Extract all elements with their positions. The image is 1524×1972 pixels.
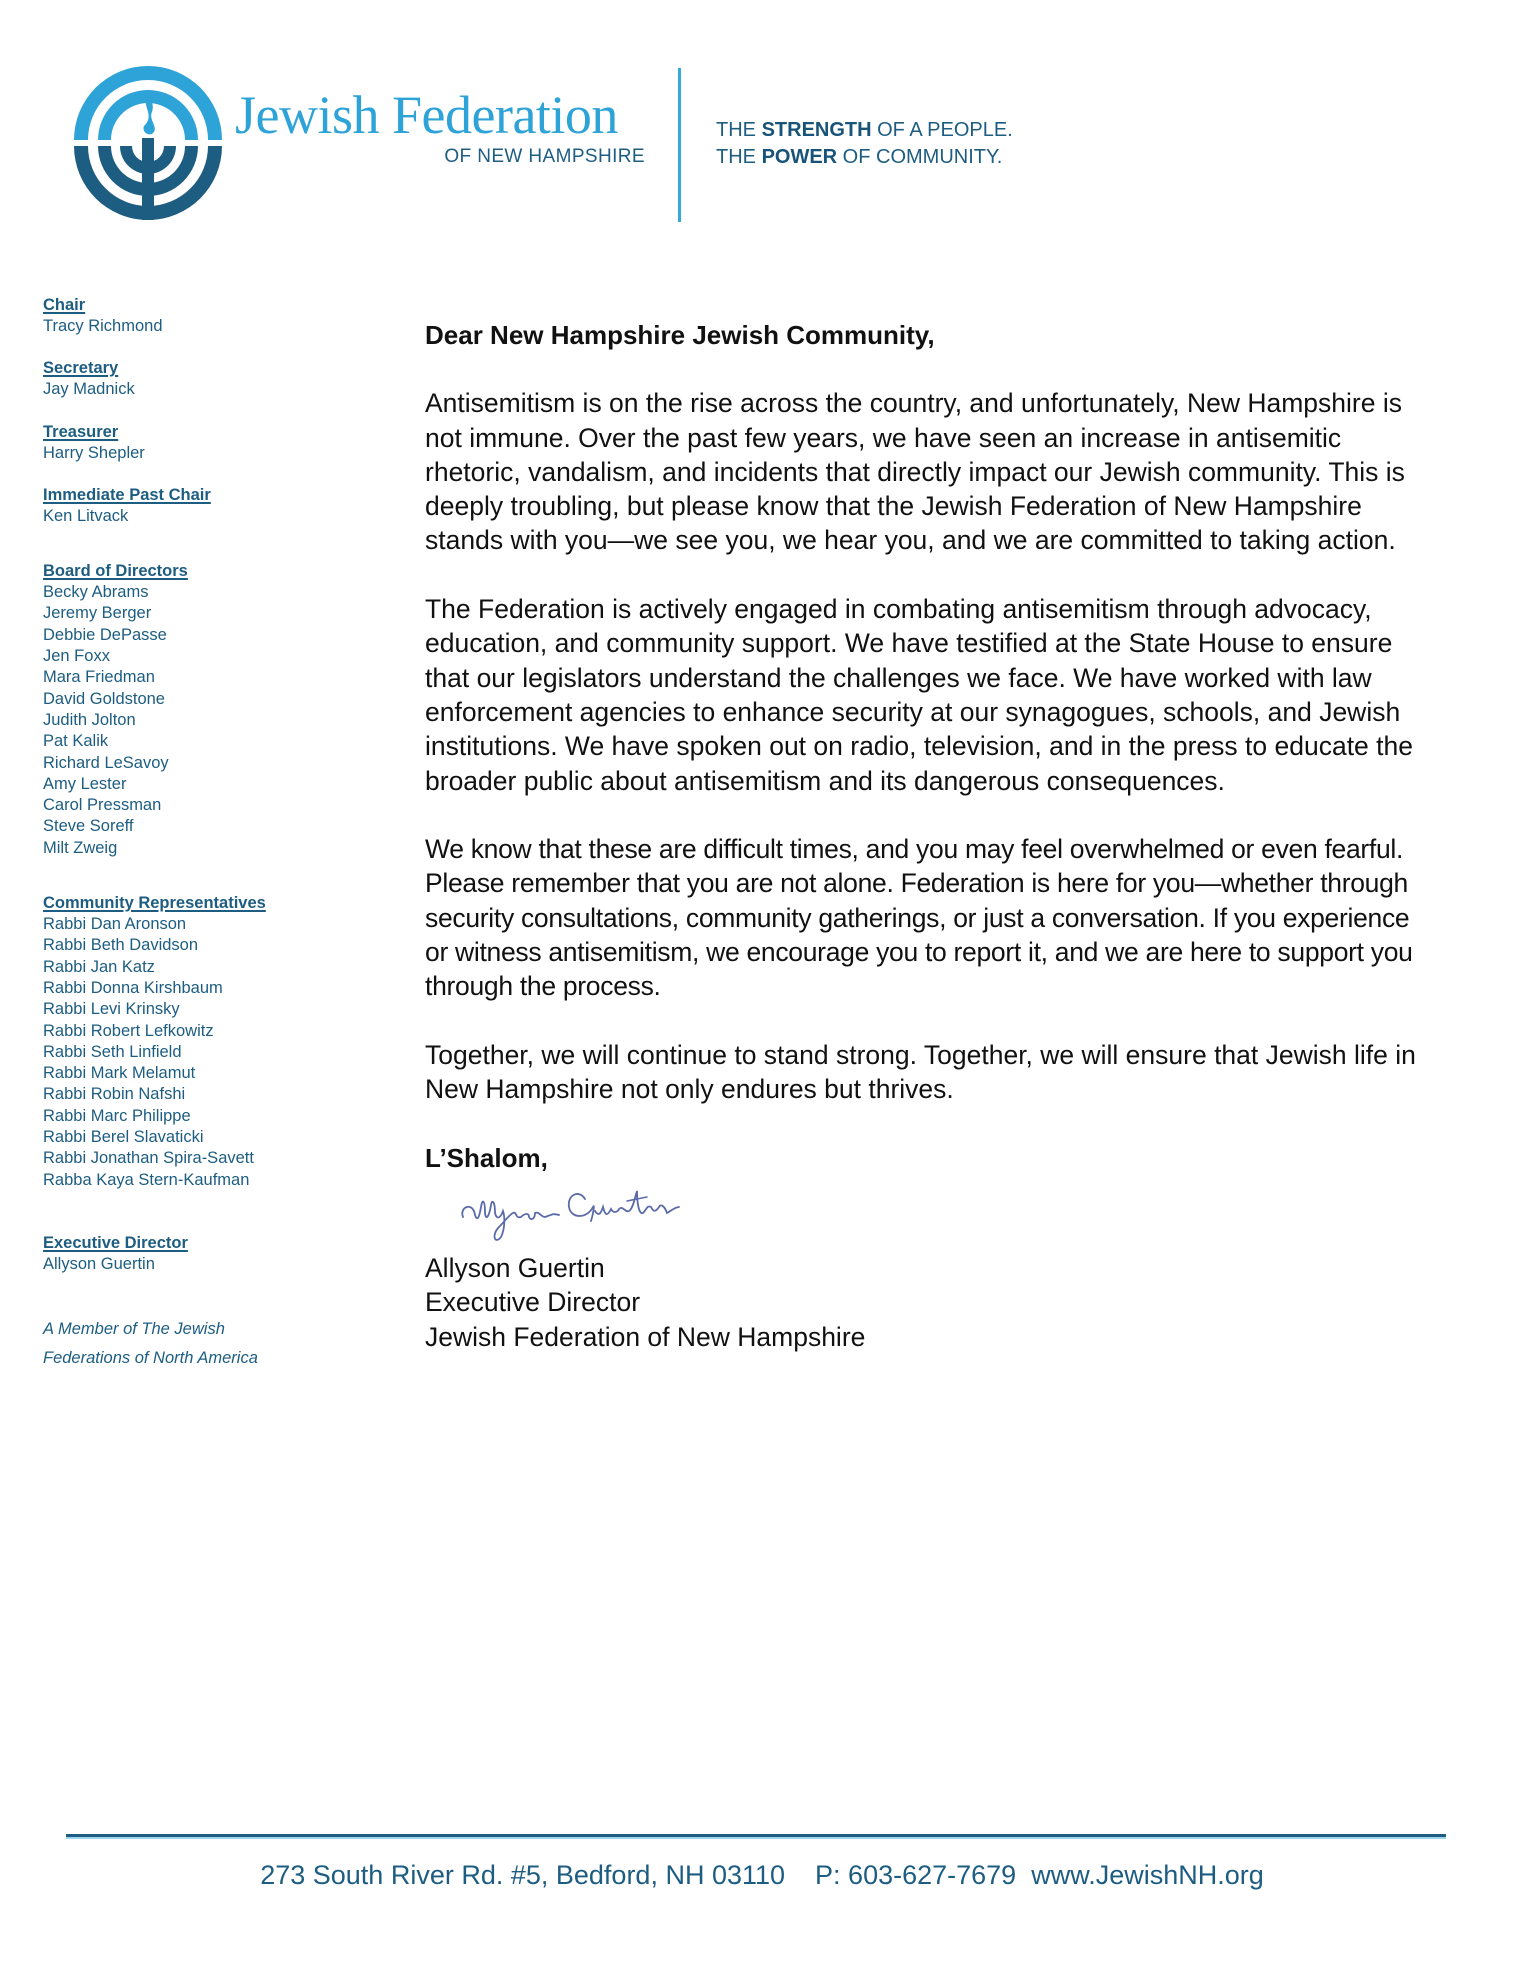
footer-divider-accent	[66, 1837, 1446, 1839]
footer-contact	[0, 1860, 1524, 1891]
member-name: Rabbi Jonathan Spira-Savett	[43, 1149, 254, 1168]
leadership-sidebar	[43, 295, 333, 1373]
membership-line-2: Federations of North America	[43, 1349, 258, 1368]
officer-title: Treasurer	[43, 422, 119, 441]
member-name: Rabba Kaya Stern-Kaufman	[43, 1170, 250, 1189]
officer-name: Jay Madnick	[43, 380, 135, 399]
member-name: Rabbi Donna Kirshbaum	[43, 978, 223, 997]
menorah-flame-logo-icon	[68, 64, 228, 224]
officer-treasurer	[43, 422, 333, 464]
letter-body	[425, 318, 1425, 1354]
officer-name: Tracy Richmond	[43, 317, 163, 335]
membership-line-1: A Member of The Jewish	[43, 1320, 225, 1339]
tagline-emphasis: POWER	[761, 146, 838, 168]
executive-director	[43, 1233, 333, 1275]
closing: L’Shalom,	[425, 1142, 548, 1173]
officer-immediate-past-chair	[43, 485, 333, 527]
officer-title: Chair	[43, 296, 86, 314]
signer-title: Executive Director	[425, 1287, 641, 1318]
member-name: Pat Kalik	[43, 732, 109, 751]
member-name: Rabbi Jan Katz	[43, 957, 155, 976]
tagline-text: OF COMMUNITY.	[837, 146, 1003, 168]
member-name: Debbie DePasse	[43, 625, 167, 644]
tagline-emphasis: STRENGTH	[761, 119, 872, 141]
member-name: Mara Friedman	[43, 668, 155, 687]
tagline-text: THE	[716, 146, 762, 168]
member-name: Rabbi Mark Melamut	[43, 1064, 196, 1083]
board-member-list	[43, 582, 333, 859]
member-name: Rabbi Berel Slavaticki	[43, 1128, 204, 1147]
paragraph-4: Together, we will continue to stand strong. Together, we will ensure that Jewish life in New Hampshire not only endures but thrives.	[425, 1039, 1416, 1105]
membership-note	[43, 1315, 333, 1373]
tagline-text: THE	[716, 119, 762, 141]
officer-name: Harry Shepler	[43, 443, 145, 462]
community-member-list	[43, 914, 333, 1191]
tagline-line-1	[716, 117, 1013, 144]
member-name: Rabbi Beth Davidson	[43, 936, 199, 955]
member-name: Carol Pressman	[43, 796, 162, 815]
member-name: Amy Lester	[43, 774, 127, 793]
handwritten-signature-icon	[455, 1177, 725, 1245]
officer-secretary	[43, 358, 333, 400]
paragraph-1: Antisemitism is on the rise across the country, and unfortunately, New Hampshire is not immune. Over the past few years, we have seen an increase in antisemitic rhetoric, vandalism, and incidents that directly impact our Jewish community. This is deeply troubling, but please know that the Jewish Federation of New Hampshire stands with you—we see you, we hear you, and we are committed to taking action.	[425, 388, 1405, 556]
community-representatives	[43, 893, 333, 1191]
footer-phone: P: 603-627-7679	[815, 1860, 1017, 1890]
board-heading: Board of Directors	[43, 562, 188, 581]
member-name: Jen Foxx	[43, 647, 110, 666]
brand-subtitle: OF NEW HAMPSHIRE	[444, 146, 645, 167]
member-name: Rabbi Robin Nafshi	[43, 1085, 186, 1104]
member-name: Rabbi Levi Krinsky	[43, 1000, 180, 1019]
member-name: Rabbi Seth Linfield	[43, 1042, 182, 1061]
member-name: Steve Soreff	[43, 817, 134, 836]
board-of-directors	[43, 561, 333, 859]
officer-name: Ken Litvack	[43, 506, 129, 525]
tagline-line-2	[716, 144, 1013, 171]
footer-address: 273 South River Rd. #5, Bedford, NH 03110	[260, 1860, 786, 1890]
member-name: Judith Jolton	[43, 710, 136, 729]
tagline	[716, 117, 1013, 171]
paragraph-3: We know that these are difficult times, and you may feel overwhelmed or even fearful. Please remember that you are not alone. Federation is here for you—whether through security consultations, community gatherings, or just a conversation. If you experience or witness antisemitism, we encourage you to report it, and we are here to support you through the process.	[425, 834, 1413, 1002]
officer-chair	[43, 295, 333, 337]
officer-title: Immediate Past Chair	[43, 485, 211, 504]
member-name: Jeremy Berger	[43, 604, 152, 623]
header-divider	[678, 68, 681, 222]
member-name: David Goldstone	[43, 689, 165, 708]
member-name: Rabbi Robert Lefkowitz	[43, 1021, 214, 1040]
signer-name: Allyson Guertin	[425, 1253, 605, 1284]
executive-heading: Executive Director	[43, 1233, 188, 1252]
member-name: Rabbi Dan Aronson	[43, 915, 187, 934]
paragraph-2: The Federation is actively engaged in combating antisemitism through advocacy, education, and community support. We have testified at the State House to ensure that our legislators understand the challenges we face. We have worked with law enforcement agencies to enhance security at our synagogues, schools, and Jewish institutions. We have spoken out on radio, television, and in the press to educate the broader public about antisemitism and its dangerous consequences.	[425, 594, 1413, 796]
member-name: Milt Zweig	[43, 838, 118, 857]
tagline-text: OF A PEOPLE.	[871, 119, 1013, 141]
executive-name: Allyson Guertin	[43, 1254, 155, 1273]
member-name: Richard LeSavoy	[43, 753, 169, 772]
salutation: Dear New Hampshire Jewish Community,	[425, 320, 935, 350]
community-heading: Community Representatives	[43, 894, 266, 913]
member-name: Becky Abrams	[43, 583, 149, 602]
signer-organization: Jewish Federation of New Hampshire	[425, 1321, 866, 1352]
member-name: Rabbi Marc Philippe	[43, 1106, 191, 1125]
footer-website[interactable]: www.JewishNH.org	[1031, 1860, 1264, 1890]
brand-name: Jewish Federation	[235, 85, 618, 145]
officer-title: Secretary	[43, 359, 119, 378]
